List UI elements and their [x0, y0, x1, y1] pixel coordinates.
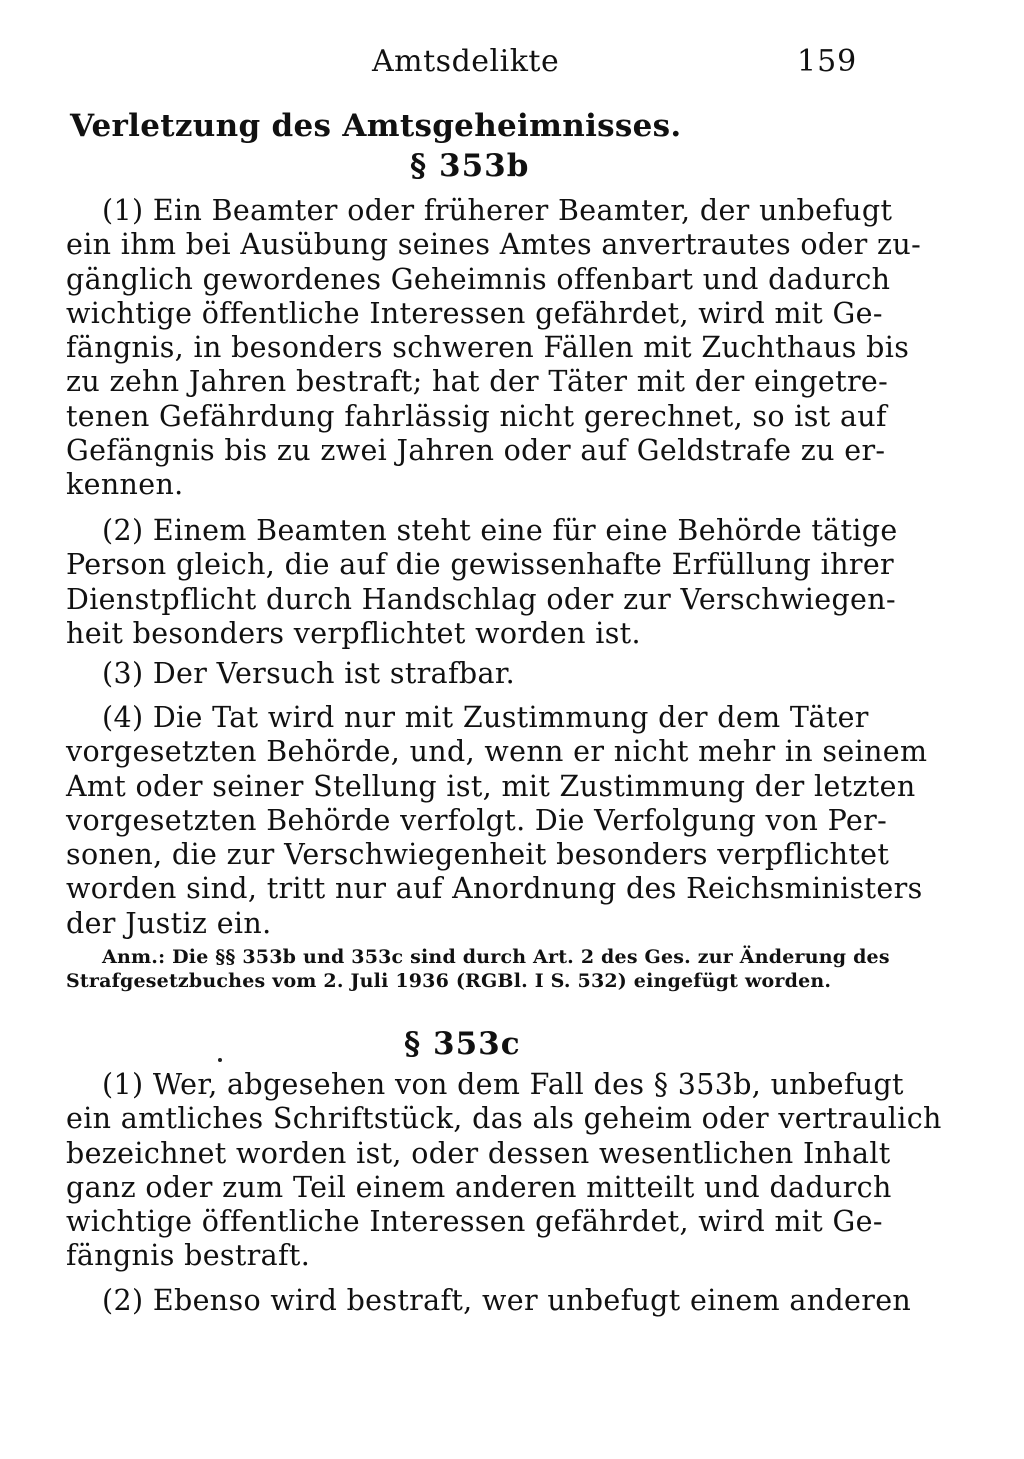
text-line: Dienstpflicht durch Handschlag oder zur Verschwiegen-: [66, 582, 896, 616]
text-line: (3) Der Versuch ist strafbar.: [102, 657, 516, 690]
text-line: bezeichnet worden ist, oder dessen wesentlichen Inhalt: [66, 1136, 891, 1170]
text-line: kennen.: [66, 468, 184, 502]
text-line: vorgesetzten Behörde, und, wenn er nicht mehr in seinem: [66, 735, 928, 769]
text-line: fängnis bestraft.: [66, 1239, 311, 1273]
subsection-353b-4: [66, 701, 928, 941]
text-line: zu zehn Jahren bestraft; hat der Täter mit der eingetre-: [66, 365, 889, 399]
text-line: vorgesetzten Behörde verfolgt. Die Verfolgung von Per-: [66, 803, 888, 837]
subsection-353c-2: [66, 1284, 912, 1318]
note-line: Strafgesetzbuches vom 2. Juli 1936 (RGBl. I S. 532) eingefügt worden.: [66, 970, 832, 992]
text-line: heit besonders verpflichtet worden ist.: [66, 616, 641, 650]
text-line: ein ihm bei Ausübung seines Amtes anvertrautes oder zu-: [66, 228, 922, 262]
text-line: ganz oder zum Teil einem anderen mitteilt und dadurch: [66, 1170, 892, 1204]
section-heading: Verletzung des Amtsgeheimnisses.: [70, 108, 682, 144]
text-line: tenen Gefährdung fahrlässig nicht gerechnet, so ist auf: [66, 399, 887, 433]
paragraph-title-353c: § 353c: [404, 1026, 521, 1062]
text-line: wichtige öffentliche Interessen gefährdet, wird mit Ge-: [66, 296, 883, 330]
annotation-note: [66, 945, 890, 993]
paragraph-title-353b: § 353b: [410, 148, 530, 184]
text-line: sonen, die zur Verschwiegenheit besonders verpflichtet: [66, 838, 890, 872]
text-line: ein amtliches Schriftstück, das als geheim oder vertraulich: [66, 1102, 942, 1136]
text-line: Person gleich, die auf die gewissenhafte Erfüllung ihrer: [66, 548, 895, 582]
text-line: worden sind, tritt nur auf Anordnung des Reichsministers: [66, 872, 923, 906]
text-line: Gefängnis bis zu zwei Jahren oder auf Geldstrafe zu er-: [66, 434, 886, 468]
text-line: wichtige öffentliche Interessen gefährdet, wird mit Ge-: [66, 1205, 883, 1239]
text-line: (4) Die Tat wird nur mit Zustimmung der dem Täter: [102, 701, 869, 734]
note-line: Anm.: Die §§ 353b und 353c sind durch Art. 2 des Ges. zur Änderung des: [102, 946, 890, 968]
text-line: (1) Ein Beamter oder früherer Beamter, der unbefugt: [102, 194, 893, 227]
text-line: fängnis, in besonders schweren Fällen mit Zuchthaus bis: [66, 331, 910, 365]
page-number: 159: [797, 44, 858, 79]
text-line: (2) Einem Beamten steht eine für eine Behörde tätige: [102, 514, 898, 547]
text-line: (1) Wer, abgesehen von dem Fall des § 353b, unbefugt: [102, 1068, 904, 1101]
text-line: gänglich gewordenes Geheimnis offenbart und dadurch: [66, 262, 891, 296]
subsection-353b-2: [66, 514, 898, 651]
text-line: der Justiz ein.: [66, 906, 272, 940]
text-line: (2) Ebenso wird bestraft, wer unbefugt einem anderen: [102, 1284, 912, 1317]
subsection-353b-3: [66, 657, 860, 691]
subsection-353b-1: [66, 194, 922, 503]
print-speck: [218, 1058, 222, 1062]
running-title: Amtsdelikte: [372, 44, 560, 79]
text-line: Amt oder seiner Stellung ist, mit Zustimmung der letzten: [66, 769, 916, 803]
subsection-353c-1: [66, 1068, 942, 1274]
